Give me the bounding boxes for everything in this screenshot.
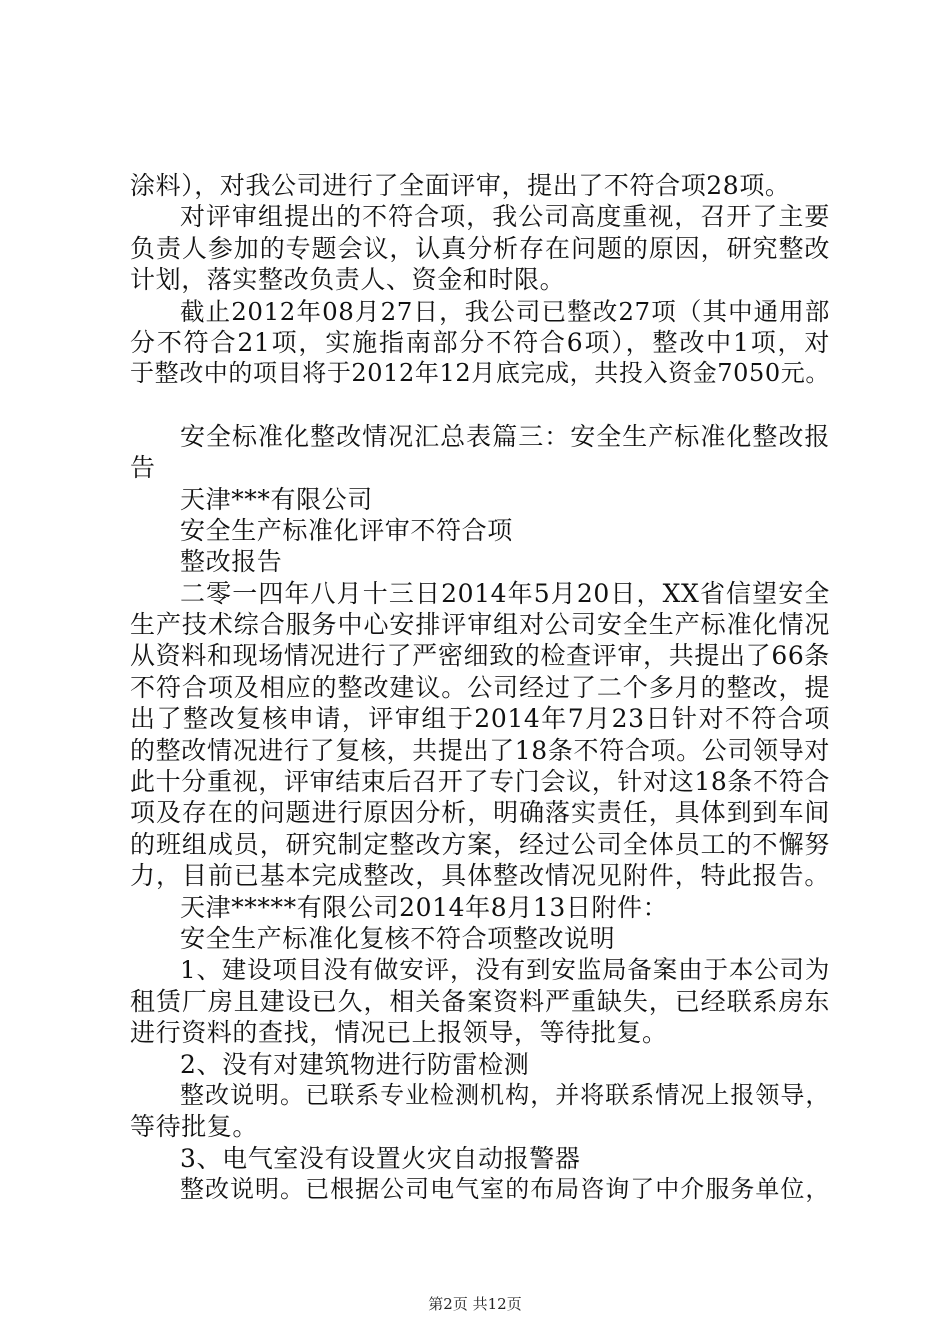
text-line: 整改说明。已联系专业检测机构，并将联系情况上报领导， [180, 1080, 830, 1109]
page-number: 第2页 共12页 [428, 1295, 522, 1313]
text-line: 计划，落实整改负责人、资金和时限。 [130, 265, 566, 295]
report-title: 安全生产标准化评审不符合项 [180, 515, 513, 545]
text-line: 天津*****有限公司2014年8月13日附件： [180, 892, 669, 922]
text-line: 对评审组提出的不符合项，我公司高度重视，召开了主要 [180, 202, 830, 232]
text-line: 分不符合21项，实施指南部分不符合6项），整改中1项，对 [130, 327, 830, 357]
text-line: 不符合项及相应的整改建议。公司经过了二个多月的整改，提 [130, 672, 830, 702]
text-line: 1、建设项目没有做安评，没有到安监局备案由于本公司为 [180, 955, 830, 985]
text-line: 截止2012年08月27日，我公司已整改27项（其中通用部 [180, 296, 830, 326]
text-line: 租赁厂房且建设已久，相关备案资料严重缺失，已经联系房东 [130, 986, 830, 1016]
text-line: 从资料和现场情况进行了严密细致的检查评审，共提出了66条 [130, 641, 830, 671]
text-line: 出了整改复核申请，评审组于2014年7月23日针对不符合项 [130, 704, 830, 734]
section-heading: 安全标准化整改情况汇总表篇三：安全生产标准化整改报 [180, 421, 830, 451]
text-line: 负责人参加的专题会议，认真分析存在问题的原因，研究整改 [130, 233, 830, 263]
text-line: 进行资料的查找，情况已上报领导，等待批复。 [130, 1018, 668, 1048]
text-line: 此十分重视，评审结束后召开了专门会议，针对这18条不符合 [130, 767, 830, 797]
section-heading: 告 [130, 453, 156, 483]
text-line: 涂料），对我公司进行了全面评审，提出了不符合项28项。 [130, 171, 791, 200]
item-heading: 2、没有对建筑物进行防雷检测 [180, 1049, 530, 1079]
attachment-title: 安全生产标准化复核不符合项整改说明 [180, 923, 616, 953]
text-line: 整改说明。已根据公司电气室的布局咨询了中介服务单位， [180, 1175, 830, 1204]
text-line: 的班组成员，研究制定整改方案，经过公司全体员工的不懈努 [130, 829, 830, 859]
text-line: 二零一四年八月十三日2014年5月20日，XX省信望安全 [180, 578, 830, 608]
report-title: 整改报告 [180, 547, 283, 577]
company-name: 天津***有限公司 [180, 484, 373, 514]
text-line: 的整改情况进行了复核，共提出了18条不符合项。公司领导对 [130, 735, 830, 765]
item-heading: 3、电气室没有设置火灾自动报警器 [180, 1143, 581, 1173]
text-line: 等待批复。 [130, 1112, 259, 1142]
text-line: 项及存在的问题进行原因分析，明确落实责任，具体到到车间 [130, 798, 830, 828]
text-line: 于整改中的项目将于2012年12月底完成，共投入资金7050元。 [130, 359, 830, 388]
text-line: 生产技术综合服务中心安排评审组对公司安全生产标准化情况 [130, 610, 830, 640]
document-body [130, 170, 830, 1206]
text-line: 力，目前已基本完成整改，具体整改情况见附件，特此报告。 [130, 861, 830, 891]
paragraph-gap [130, 390, 830, 421]
